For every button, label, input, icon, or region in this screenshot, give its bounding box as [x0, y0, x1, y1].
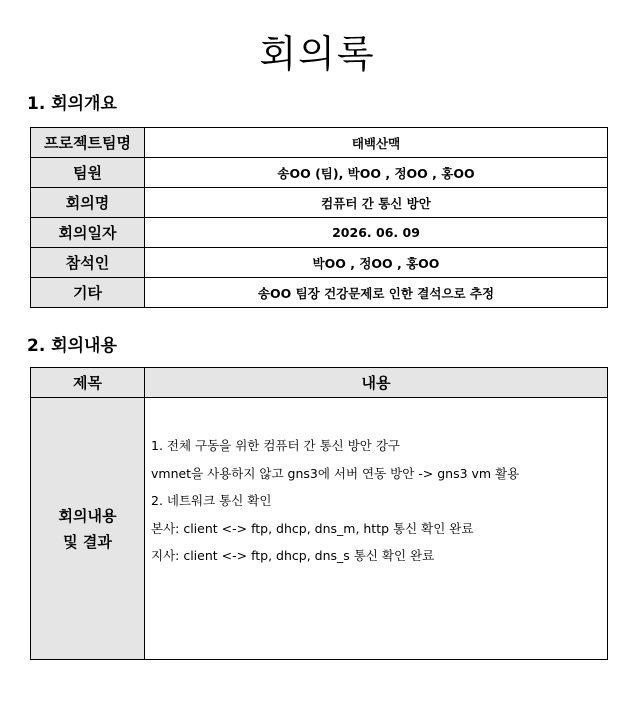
document-title: 회의록: [259, 32, 376, 76]
content-line: vmnet을 사용하지 않고 gns3에 서버 연동 방안 -> gns3 vm 활용: [151, 465, 520, 481]
row-label-line-1: 회의내용: [58, 506, 117, 525]
row-value-meeting-date: 2026. 06. 09: [145, 218, 608, 248]
table-row: [31, 398, 608, 660]
row-value-project-team: 태백산맥: [145, 128, 608, 158]
row-label-attendees: 참석인: [31, 248, 145, 278]
row-value-meeting-name: 컴퓨터 간 통신 방안: [145, 188, 608, 218]
section-heading-overview: 1. 회의개요: [27, 94, 117, 114]
row-label-meeting-date: 회의일자: [31, 218, 145, 248]
row-value-attendees: 박OO , 정OO , 홍OO: [145, 248, 608, 278]
table-row: [31, 218, 608, 248]
table-row: [31, 188, 608, 218]
column-header-title: 제목: [31, 368, 145, 398]
content-line: 본사: client <-> ftp, dhcp, dns_m, http 통신 확인 완료: [151, 520, 474, 536]
row-label-members: 팀원: [31, 158, 145, 188]
content-line: 2. 네트워크 통신 확인: [151, 493, 272, 508]
row-label-other: 기타: [31, 278, 145, 308]
meeting-overview-table: [30, 127, 608, 308]
row-value-members: 송OO (팀), 박OO , 정OO , 홍OO: [145, 158, 608, 188]
row-label-meeting-content: [31, 398, 145, 660]
row-label-project-team: 프로젝트팀명: [31, 128, 145, 158]
content-line: 1. 전체 구동을 위한 컴퓨터 간 통신 방안 강구: [151, 438, 400, 453]
table-row: [31, 248, 608, 278]
table-row: [31, 158, 608, 188]
meeting-content-body: [145, 398, 608, 660]
content-line: 지사: client <-> ftp, dhcp, dns_s 통신 확인 완료: [151, 548, 435, 563]
column-header-content: 내용: [145, 368, 608, 398]
row-label-meeting-name: 회의명: [31, 188, 145, 218]
table-row: [31, 278, 608, 308]
table-row: [31, 128, 608, 158]
row-value-other: 송OO 팀장 건강문제로 인한 결석으로 추정: [145, 278, 608, 308]
row-label-line-2: 및 결과: [63, 532, 112, 551]
table-header-row: [31, 368, 608, 398]
meeting-content-table: [30, 367, 608, 660]
section-heading-content: 2. 회의내용: [27, 336, 117, 356]
